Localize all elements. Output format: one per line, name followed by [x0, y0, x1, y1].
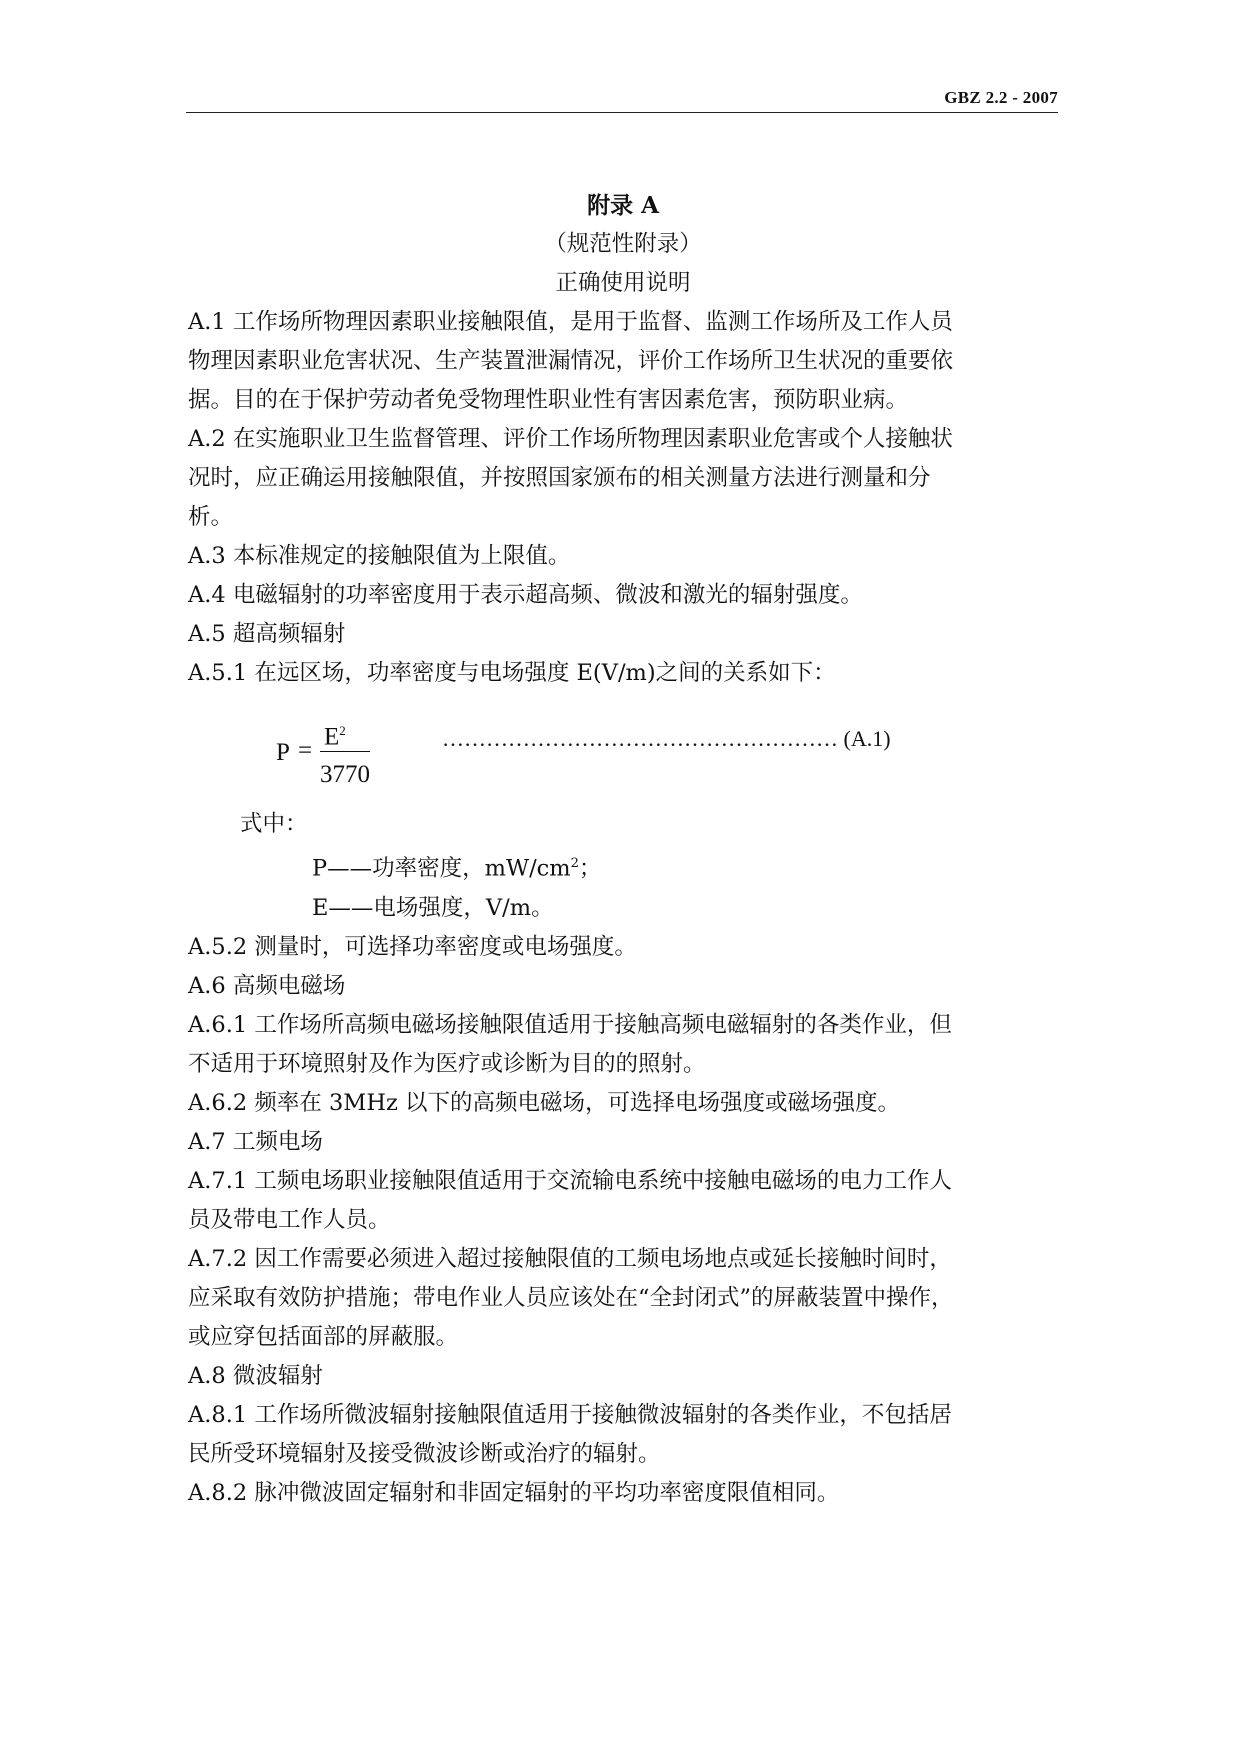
text-line: 物理因素职业危害状况、生产装置泄漏情况，评价工作场所卫生状况的重要依	[188, 348, 954, 374]
paragraph-a3: A.3 本标准规定的接触限值为上限值。	[188, 543, 571, 569]
text-line: 或应穿包括面部的屏蔽服。	[188, 1323, 459, 1350]
section-a7: A.7 工频电场	[188, 1128, 323, 1155]
header-rule	[186, 112, 1058, 113]
standard-code: GBZ 2.2 - 2007	[944, 88, 1058, 107]
section-a5: A.5 超高频辐射	[188, 621, 346, 647]
paragraph-a2	[188, 420, 1058, 537]
where-label: 式中：	[240, 811, 308, 837]
unit-exponent: 2	[570, 856, 579, 871]
text-line: A.8.1 工作场所微波辐射接触限值适用于接触微波辐射的各类作业，不包括居	[188, 1401, 952, 1428]
paragraph-a4: A.4 电磁辐射的功率密度用于表示超高频、微波和激光的辐射强度。	[188, 582, 863, 608]
definition-e: E——电场强度，V/m。	[312, 894, 554, 921]
formula-numerator: $E^2$	[324, 723, 346, 751]
appendix-title: 附录 A	[587, 192, 659, 219]
paragraph-a62: A.6.2 频率在 3MHz 以下的高频电磁场，可选择电场强度或磁场强度。	[188, 1089, 900, 1116]
formula-lhs: P	[276, 739, 290, 766]
paragraph-a1	[188, 303, 1058, 420]
text-line: A.7.2 因工作需要必须进入超过接触限值的工频电场地点或延长接触时间时，	[188, 1245, 952, 1272]
formula-equals: =	[298, 737, 313, 764]
paragraph-a72	[188, 1240, 1058, 1357]
text-line: A.6.1 工作场所高频电磁场接触限值适用于接触高频电磁辐射的各类作业，但	[188, 1011, 952, 1038]
text-line: 民所受环境辐射及接受微波诊断或治疗的辐射。	[188, 1440, 661, 1467]
formula-leader-number: ……………………………………………… (A.1)	[442, 726, 891, 751]
formula-denominator: 3770	[320, 761, 370, 788]
text-line: A.2 在实施职业卫生监督管理、评价工作场所物理因素职业危害或个人接触状	[188, 426, 953, 452]
formula-exponent: 2	[339, 723, 346, 738]
text-line: 应采取有效防护措施；带电作业人员应该处在“全封闭式”的屏蔽装置中操作，	[188, 1284, 954, 1311]
paragraph-a52: A.5.2 测量时，可选择功率密度或电场强度。	[188, 933, 637, 960]
paragraph-a51: A.5.1 在远区场，功率密度与电场强度 E(V/m)之间的关系如下：	[188, 660, 836, 686]
paragraph-a81	[188, 1396, 1058, 1474]
appendix-heading: 正确使用说明	[555, 270, 691, 296]
page-content	[188, 186, 1058, 1513]
appendix-subtitle: （规范性附录）	[544, 231, 702, 257]
paragraph-a71	[188, 1162, 1058, 1240]
section-a8: A.8 微波辐射	[188, 1362, 323, 1389]
text-line: 析。	[188, 504, 234, 530]
text-line: A.1 工作场所物理因素职业接触限值，是用于监督、监测工作场所及工作人员	[188, 309, 953, 335]
text-line: 不适用于环境照射及作为医疗或诊断为目的的照射。	[188, 1050, 706, 1077]
fraction-bar	[320, 751, 370, 752]
paragraph-a61	[188, 1006, 1058, 1084]
text-line: 据。目的在于保护劳动者免受物理性职业性有害因素危害，预防职业病。	[188, 387, 909, 413]
paragraph-a82: A.8.2 脉冲微波固定辐射和非固定辐射的平均功率密度限值相同。	[188, 1479, 840, 1506]
text-line: A.7.1 工频电场职业接触限值适用于交流输电系统中接触电磁场的电力工作人	[188, 1167, 952, 1194]
text-line: 员及带电工作人员。	[188, 1206, 391, 1233]
text-line: 况时，应正确运用接触限值，并按照国家颁布的相关测量方法进行测量和分	[188, 465, 931, 491]
formula-a1	[188, 693, 1058, 805]
definition-p: P——功率密度，$mW/cm^2$；	[312, 855, 602, 882]
section-a6: A.6 高频电磁场	[188, 972, 346, 999]
